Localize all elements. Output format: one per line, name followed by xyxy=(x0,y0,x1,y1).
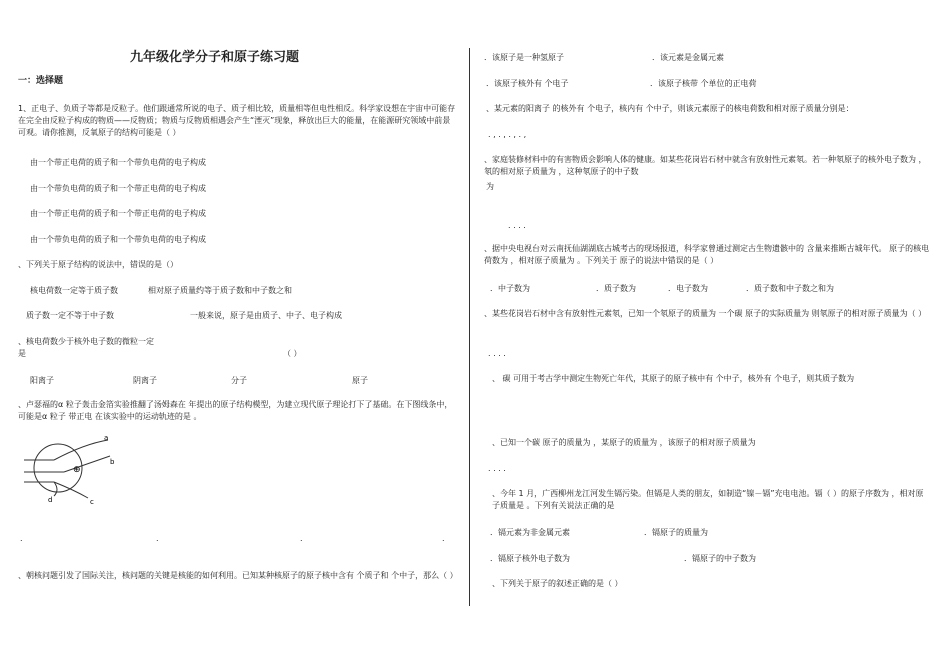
question-3: 、核电荷数少于核外电子数的微粒一定 xyxy=(18,337,154,346)
r4-option-c: ．电子数为 xyxy=(668,284,708,293)
q3-option-c: 分子 xyxy=(231,376,247,385)
right-column xyxy=(484,0,930,658)
r1-option-c: ．该原子核外有 个电子 xyxy=(486,79,569,88)
r1-option-a: ．该原子是一种氢原子 xyxy=(484,53,564,62)
r4-option-b: ．质子数为 xyxy=(596,284,636,293)
q2-option-a: 核电荷数一定等于质子数 xyxy=(30,286,118,295)
q1-option-b: 由一个带负电荷的质子和一个带正电荷的电子构成 xyxy=(30,184,206,193)
label-d: d xyxy=(48,496,53,504)
q1-option-c: 由一个带正电荷的质子和一个带正电荷的电子构成 xyxy=(30,209,206,218)
nucleus-symbol: ⊕ xyxy=(73,465,81,475)
trajectory-b xyxy=(64,456,110,472)
q1-option-a: 由一个带正电荷的质子和一个带负电荷的电子构成 xyxy=(30,158,206,167)
alpha-scattering-diagram xyxy=(24,434,116,506)
q3-option-b: 阴离子 xyxy=(133,376,157,385)
r2-options: . , . , . , . , xyxy=(488,130,527,139)
left-column xyxy=(18,0,458,658)
question-r9: 、下列关于原子的叙述正确的是（ ） xyxy=(492,579,623,588)
q3-option-a: 阳离子 xyxy=(30,376,54,385)
q2-option-b: 相对原子质量约等于质子数和中子数之和 xyxy=(148,286,292,295)
r8-option-c: ．镉原子核外电子数为 xyxy=(490,554,570,563)
q4-option-d: . xyxy=(442,534,445,543)
question-r6: 、 碳 可用于考古学中测定生物死亡年代，其原子的原子核中有 个中子，核外有 个电子，则其质子数为 xyxy=(492,374,855,383)
trajectory-d xyxy=(54,482,57,496)
label-a: a xyxy=(104,434,109,442)
q2-option-c: 质子数一定不等于中子数 xyxy=(26,311,114,320)
r8-option-a: ．镉元素为非金属元素 xyxy=(490,528,570,537)
r3-options: . . . . xyxy=(508,221,526,230)
r8-option-b: ．镉原子的质量为 xyxy=(644,528,708,537)
r1-option-d: ．该原子核带 个单位的正电荷 xyxy=(650,79,757,88)
r4-option-a: ．中子数为 xyxy=(490,284,530,293)
question-r4: 、据中央电视台对云南抚仙湖湖底古城考古的现场报道，科学家曾通过测定古生物遗骸中的 含量来推断古城年代。 原子的核电荷数为 ，相对原子质量为 。下列关于 原子的说法中错误的是（ ） xyxy=(484,244,930,265)
section-heading: 一：选择题 xyxy=(18,76,64,86)
r8-option-d: ．镉原子的中子数为 xyxy=(684,554,756,563)
page-title: 九年级化学分子和原子练习题 xyxy=(130,50,300,65)
question-2: 、下列关于原子结构的说法中，错误的是（） xyxy=(18,260,178,269)
question-r3: 、家庭装修材料中的有害物质会影响人体的健康。如某些花岗岩石材中就含有放射性元素氡。若一种氡原子的核外电子数为 ，氡的相对原子质量为 ，这种氡原子的中子数 xyxy=(484,155,927,176)
q4-option-c: . xyxy=(300,534,303,543)
label-c: c xyxy=(90,498,94,506)
q3-option-d: 原子 xyxy=(352,376,368,385)
r4-option-d: ．质子数和中子数之和为 xyxy=(746,284,834,293)
question-r5: 、某些花岗岩石材中含有放射性元素氡，已知一个氡原子的质量为 一个碳 原子的实际质量为 则氡原子的相对原子质量为（ ） xyxy=(484,309,927,318)
q2-option-d: 一般来说，原子是由质子、中子、电子构成 xyxy=(190,311,342,320)
trajectory-a xyxy=(54,440,108,460)
question-5: 、朝核问题引发了国际关注，核问题的关键是核能的如何利用。已知某种核原子的原子核中含有 个质子和 个中子，那么（ ） xyxy=(18,571,458,580)
question-1: 1、正电子、负质子等都是反粒子。他们跟通常所说的电子、质子相比较，质量相等但电性相反。科学家设想在宇宙中可能存在完全由反粒子构成的物质——反物质；物质与反物质相遇会产生“湮灭”现象，释放出巨大的能量，在能源研究领域中前景可观。请你推测，反氧原子的结构可能是（ ） xyxy=(18,104,456,137)
r7-options: . . . . xyxy=(488,464,506,473)
column-divider xyxy=(469,48,470,606)
q4-option-a: . xyxy=(20,534,23,543)
r5-options: . . . . xyxy=(488,349,506,358)
question-r2: 、某元素的阳离子 的核外有 个电子，核内有 个中子，则该元素原子的核电荷数和相对原子质量分别是： xyxy=(486,104,854,113)
r3-is: 为 xyxy=(486,182,494,191)
label-b: b xyxy=(110,458,115,466)
q3-is: 是 xyxy=(18,349,26,358)
question-4: 、卢瑟福的α 粒子轰击金箔实验推翻了汤姆森在 年提出的原子结构模型，为建立现代原子理论打下了基础。在下图线条中，可能是α 粒子 带正电 在该实验中的运动轨迹的是 。 xyxy=(18,400,453,421)
question-r7: 、已知一个碳 原子的质量为 ，某原子的质量为 ，该原子的相对原子质量为 xyxy=(492,438,756,447)
question-r8: 、今年 1 月，广西柳州龙江河发生镉污染。但镉是人类的朋友，如制造“镍－镉”充电电池。镉（ ）的原子序数为 ，相对原子质量是 。下列有关说法正确的是 xyxy=(492,489,924,510)
r1-option-b: ．该元素是金属元素 xyxy=(652,53,724,62)
q4-option-b: . xyxy=(156,534,159,543)
q1-option-d: 由一个带负电荷的质子和一个带负电荷的电子构成 xyxy=(30,235,206,244)
trajectory-c xyxy=(54,482,88,498)
q3-answer-paren: （ ） xyxy=(283,349,302,358)
